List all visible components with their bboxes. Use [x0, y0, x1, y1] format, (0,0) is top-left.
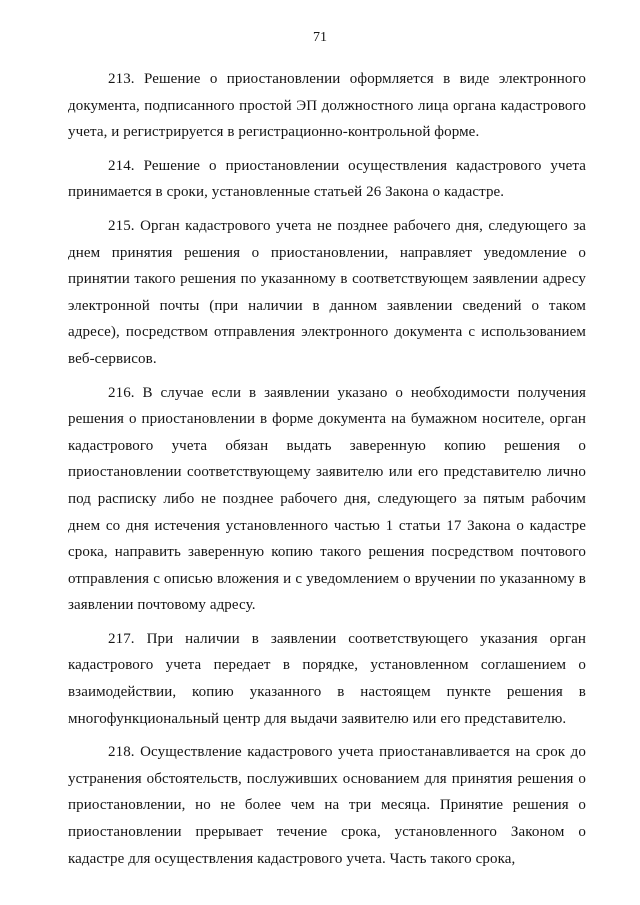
paragraph-213: 213. Решение о приостановлении оформляется в виде электронного документа, подписанного простой ЭП должностного лица органа кадастрового учета, и регистрируется в регистрационно-контрольной форме.: [68, 71, 586, 141]
paragraph-215: 215. Орган кадастрового учета не позднее рабочего дня, следующего за днем принятия решения о приостановлении, направляет уведомление о принятии такого решения по указанному в соответствующем заявлении адресу электронной почты (при наличии в данном заявлении сведений о таком адресе), посредством отправления электронного документа с использованием веб-сервисов.: [68, 217, 586, 367]
paragraph-218: 218. Осуществление кадастрового учета приостанавливается на срок до устранения обстоятельств, послуживших основанием для принятия решения о приостановлении, но не более чем на три месяца. Принятие решения о приостановлении прерывает течение срока, установленного Законом о кадастре для осуществления кадастрового учета. Часть такого срока,: [68, 744, 586, 867]
page-number: 71: [313, 30, 327, 45]
document-body: [68, 66, 586, 879]
paragraph-216: 216. В случае если в заявлении указано о необходимости получения решения о приостановлении в форме документа на бумажном носителе, орган кадастрового учета обязан выдать заверенную копию решения о приостановлении соответствующему заявителю или его представителю лично под расписку либо не позднее рабочего дня, следующего за пятым рабочим днем со дня истечения установленного частью 1 статьи 17 Закона о кадастре срока, направить заверенную копию такого решения посредством почтового отправления с описью вложения и с уведомлением о вручении по указанному в заявлении почтовому адресу.: [68, 384, 586, 614]
paragraph-217: 217. При наличии в заявлении соответствующего указания орган кадастрового учета передает в порядке, установленном соглашением о взаимодействии, копию указанного в настоящем пункте решения в многофункциональный центр для выдачи заявителю или его представителю.: [68, 630, 586, 727]
paragraph-214: 214. Решение о приостановлении осуществления кадастрового учета принимается в сроки, установленные статьей 26 Закона о кадастре.: [68, 157, 586, 201]
